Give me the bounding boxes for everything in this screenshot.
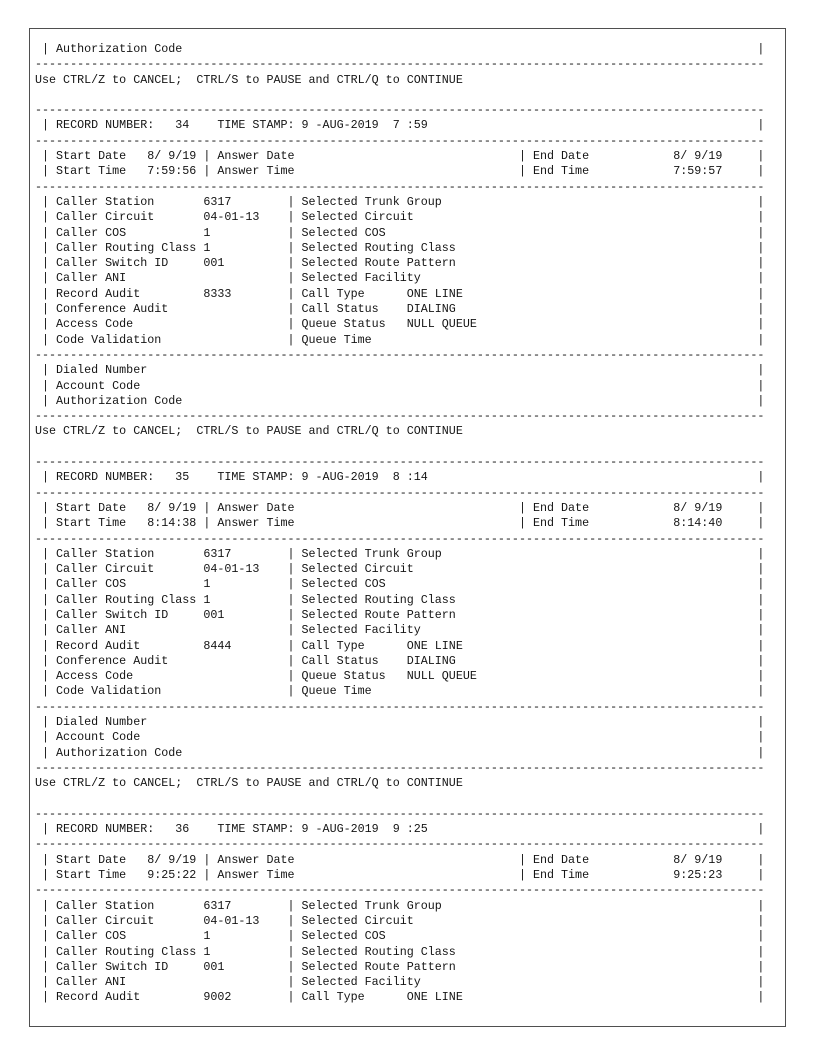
record-detail-line: | Record Audit 8333 | Call Type ONE LINE | bbox=[35, 286, 765, 301]
record-dates-line: | Start Date 8/ 9/19 | Answer Date | End Date 8/ 9/19 | bbox=[35, 852, 765, 867]
separator-line: -------------------------------------------------------------------------------------------------------- bbox=[35, 699, 765, 714]
record-detail-line: | Access Code | Queue Status NULL QUEUE | bbox=[35, 669, 765, 684]
record-detail-line: | Conference Audit | Call Status DIALING | bbox=[35, 302, 765, 317]
record-detail-line: | Code Validation | Queue Time | bbox=[35, 332, 765, 347]
separator-line: -------------------------------------------------------------------------------------------------------- bbox=[35, 133, 765, 148]
control-hint-line: Use CTRL/Z to CANCEL; CTRL/S to PAUSE and CTRL/Q to CONTINUE bbox=[35, 776, 463, 791]
record-detail-line: | Caller Station 6317 | Selected Trunk Group | bbox=[35, 194, 765, 209]
record-footer-field-line: | Account Code | bbox=[35, 378, 765, 393]
record-dates-line: | Start Date 8/ 9/19 | Answer Date | End Date 8/ 9/19 | bbox=[35, 149, 765, 164]
separator-line: -------------------------------------------------------------------------------------------------------- bbox=[35, 103, 765, 118]
separator-line: -------------------------------------------------------------------------------------------------------- bbox=[35, 883, 765, 898]
record-times-line: | Start Time 9:25:22 | Answer Time | End Time 9:25:23 | bbox=[35, 868, 765, 883]
separator-line: -------------------------------------------------------------------------------------------------------- bbox=[35, 485, 765, 500]
record-detail-line: | Caller Station 6317 | Selected Trunk Group | bbox=[35, 546, 765, 561]
separator-line: -------------------------------------------------------------------------------------------------------- bbox=[35, 806, 765, 821]
record-times-line: | Start Time 7:59:56 | Answer Time | End Time 7:59:57 | bbox=[35, 164, 765, 179]
separator-line: -------------------------------------------------------------------------------------------------------- bbox=[35, 760, 765, 775]
record-detail-line: | Caller ANI | Selected Facility | bbox=[35, 975, 765, 990]
separator-line: -------------------------------------------------------------------------------------------------------- bbox=[35, 347, 765, 362]
blank-line bbox=[35, 792, 785, 807]
record-header-line: | RECORD NUMBER: 36 TIME STAMP: 9 -AUG-2019 9 :25 | bbox=[35, 822, 765, 837]
record-detail-line: | Caller Circuit 04-01-13 | Selected Circuit | bbox=[35, 913, 765, 928]
separator-line: -------------------------------------------------------------------------------------------------------- bbox=[35, 409, 765, 424]
blank-line bbox=[35, 88, 785, 103]
record-detail-line: | Caller Circuit 04-01-13 | Selected Circuit | bbox=[35, 210, 765, 225]
record-detail-line: | Caller Switch ID 001 | Selected Route Pattern | bbox=[35, 959, 765, 974]
separator-line: -------------------------------------------------------------------------------------------------------- bbox=[35, 455, 765, 470]
record-detail-line: | Caller Switch ID 001 | Selected Route Pattern | bbox=[35, 607, 765, 622]
separator-line: -------------------------------------------------------------------------------------------------------- bbox=[35, 57, 765, 72]
record-detail-line: | Caller Station 6317 | Selected Trunk Group | bbox=[35, 898, 765, 913]
record-footer-field-line: | Authorization Code | bbox=[35, 745, 765, 760]
record-detail-line: | Caller COS 1 | Selected COS | bbox=[35, 577, 765, 592]
separator-line: -------------------------------------------------------------------------------------------------------- bbox=[35, 179, 765, 194]
record-times-line: | Start Time 8:14:38 | Answer Time | End Time 8:14:40 | bbox=[35, 516, 765, 531]
record-detail-line: | Caller COS 1 | Selected COS | bbox=[35, 929, 765, 944]
smdr-report-document bbox=[35, 42, 785, 1006]
record-detail-line: | Conference Audit | Call Status DIALING | bbox=[35, 653, 765, 668]
record-header-line: | RECORD NUMBER: 35 TIME STAMP: 9 -AUG-2019 8 :14 | bbox=[35, 470, 765, 485]
record-dates-line: | Start Date 8/ 9/19 | Answer Date | End Date 8/ 9/19 | bbox=[35, 500, 765, 515]
record-detail-line: | Caller ANI | Selected Facility | bbox=[35, 271, 765, 286]
record-footer-field-line: | Authorization Code | bbox=[35, 393, 765, 408]
record-detail-line: | Caller ANI | Selected Facility | bbox=[35, 623, 765, 638]
record-detail-line: | Code Validation | Queue Time | bbox=[35, 684, 765, 699]
partial-record-field-line: | Authorization Code | bbox=[35, 42, 765, 56]
control-hint-line: Use CTRL/Z to CANCEL; CTRL/S to PAUSE and CTRL/Q to CONTINUE bbox=[35, 424, 463, 439]
record-footer-field-line: | Account Code | bbox=[35, 730, 765, 745]
record-footer-field-line: | Dialed Number | bbox=[35, 715, 765, 730]
printed-page bbox=[29, 28, 786, 1027]
record-detail-line: | Caller Circuit 04-01-13 | Selected Circuit | bbox=[35, 562, 765, 577]
record-footer-field-line: | Dialed Number | bbox=[35, 363, 765, 378]
blank-line bbox=[35, 440, 785, 455]
record-detail-line: | Caller Routing Class 1 | Selected Routing Class | bbox=[35, 240, 765, 255]
record-detail-line: | Caller Routing Class 1 | Selected Routing Class | bbox=[35, 944, 765, 959]
record-detail-line: | Caller COS 1 | Selected COS | bbox=[35, 225, 765, 240]
record-detail-line: | Caller Routing Class 1 | Selected Routing Class | bbox=[35, 592, 765, 607]
record-detail-line: | Caller Switch ID 001 | Selected Route Pattern | bbox=[35, 256, 765, 271]
record-detail-line: | Access Code | Queue Status NULL QUEUE | bbox=[35, 317, 765, 332]
control-hint-line: Use CTRL/Z to CANCEL; CTRL/S to PAUSE and CTRL/Q to CONTINUE bbox=[35, 72, 463, 87]
record-header-line: | RECORD NUMBER: 34 TIME STAMP: 9 -AUG-2019 7 :59 | bbox=[35, 118, 765, 133]
separator-line: -------------------------------------------------------------------------------------------------------- bbox=[35, 837, 765, 852]
record-detail-line: | Record Audit 9002 | Call Type ONE LINE | bbox=[35, 990, 765, 1005]
record-detail-line: | Record Audit 8444 | Call Type ONE LINE | bbox=[35, 638, 765, 653]
separator-line: -------------------------------------------------------------------------------------------------------- bbox=[35, 531, 765, 546]
